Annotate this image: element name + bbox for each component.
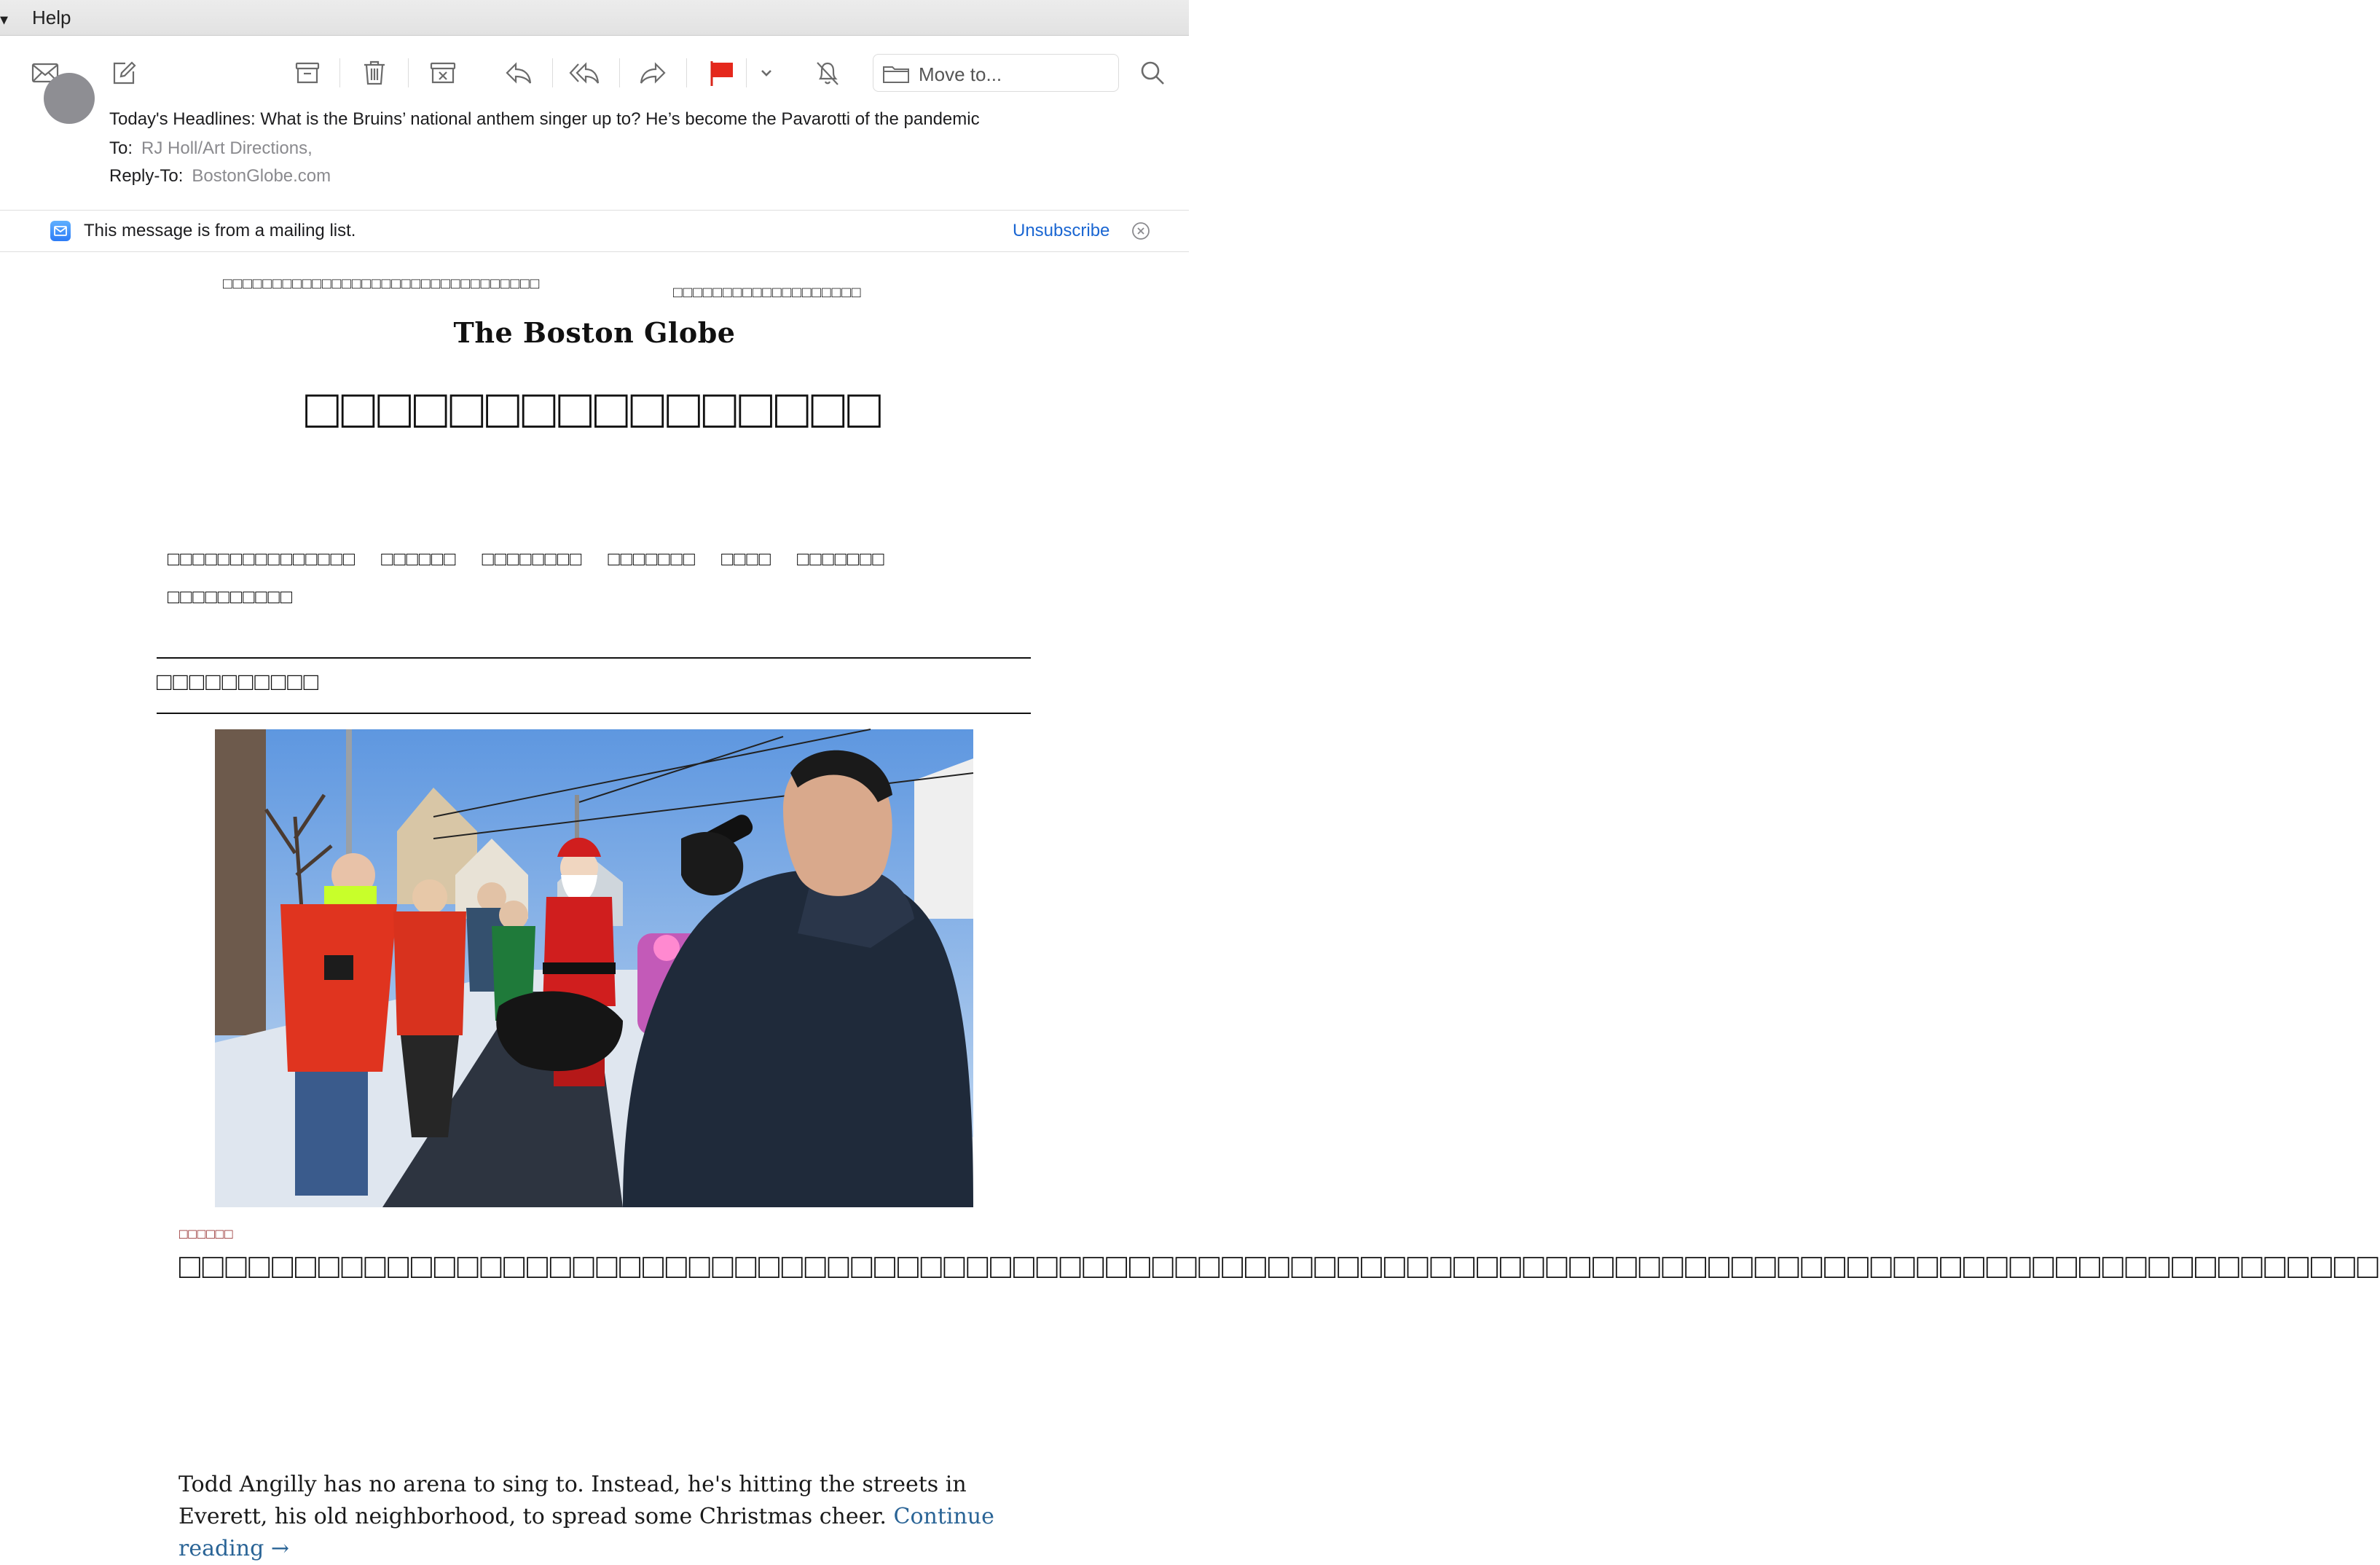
mailing-list-icon — [50, 221, 71, 241]
unsubscribe-link[interactable]: Unsubscribe — [1013, 221, 1110, 240]
to-row — [109, 138, 313, 159]
message-header — [0, 95, 1189, 211]
mailing-list-message: This message is from a mailing list. — [84, 221, 356, 240]
reply-icon[interactable] — [503, 57, 535, 89]
message-subject: Today's Headlines: What is the Bruins’ national anthem singer up to? He’s become the Pavarotti of the pandemic — [109, 109, 980, 129]
article-headline[interactable]: □□□□□□□□□□□□□□□□□□□□□□□□□□□□□□□□□□□□□□□□□□□□□□□□□□□□□□□□□□□□□□□□□□□□□□□□□□□□□□□□□□□□□□□□□□□□□□□ — [179, 1250, 2380, 1289]
move-to-field[interactable] — [873, 54, 1119, 92]
article-photo[interactable] — [215, 729, 973, 1207]
boston-globe-logo[interactable]: The Boston Globe — [453, 316, 736, 349]
email-body — [0, 252, 2380, 1561]
newsletter-headline: □□□□□□□□□□□□□□□□ — [305, 382, 884, 444]
section-rule-bottom — [157, 713, 1031, 714]
to-value[interactable]: RJ Holl/Art Directions, — [141, 138, 313, 158]
reply-to-value[interactable]: BostonGlobe.com — [192, 166, 331, 186]
compose-icon[interactable] — [108, 57, 140, 89]
close-banner-icon[interactable] — [1131, 221, 1151, 241]
section-label: □□□□□□□□□□ — [157, 670, 321, 698]
mailing-list-banner — [0, 211, 1189, 252]
continue-reading-link[interactable]: Continue reading → — [178, 1504, 994, 1561]
newsletter-dek: □□□□□□□□□□□□□□□ □□□□□□ □□□□□□□□ □□□□□□□ □□□□ □□□□□□□ □□□□□□□□□□ — [168, 550, 885, 610]
search-icon[interactable] — [1136, 57, 1169, 89]
article-kicker: □□□□□□ — [179, 1227, 234, 1243]
preheader-right[interactable]: □□□□□□□□□□□□□□□□□□□ — [673, 286, 862, 302]
folder-icon — [882, 63, 910, 85]
junk-icon[interactable] — [427, 57, 459, 89]
trash-icon[interactable] — [358, 57, 390, 89]
reply-to-row — [109, 166, 331, 187]
reply-all-icon[interactable] — [568, 57, 600, 89]
section-rule-top — [157, 657, 1031, 659]
flag-icon[interactable] — [705, 57, 737, 89]
archive-icon[interactable] — [291, 57, 323, 89]
forward-icon[interactable] — [637, 57, 669, 89]
preheader-left: □□□□□□□□□□□□□□□□□□□□□□□□□□□□□□□□ — [223, 277, 541, 294]
move-to-label: Move to... — [919, 63, 1002, 85]
flag-menu-chevron-icon[interactable] — [750, 57, 779, 89]
reply-to-label: Reply-To: — [109, 166, 184, 186]
article-excerpt — [178, 1469, 1038, 1565]
menu-edge-chevron-icon[interactable]: ▾ — [0, 10, 9, 28]
menu-help[interactable]: Help — [32, 7, 71, 28]
sender-avatar — [44, 73, 95, 124]
menu-bar — [0, 0, 1189, 36]
to-label: To: — [109, 138, 133, 158]
article-excerpt-text: Todd Angilly has no arena to sing to. Instead, he's hitting the streets in Everett, his old neighborhood, to spread some Christmas cheer. — [178, 1472, 967, 1529]
mute-icon[interactable] — [812, 57, 844, 89]
